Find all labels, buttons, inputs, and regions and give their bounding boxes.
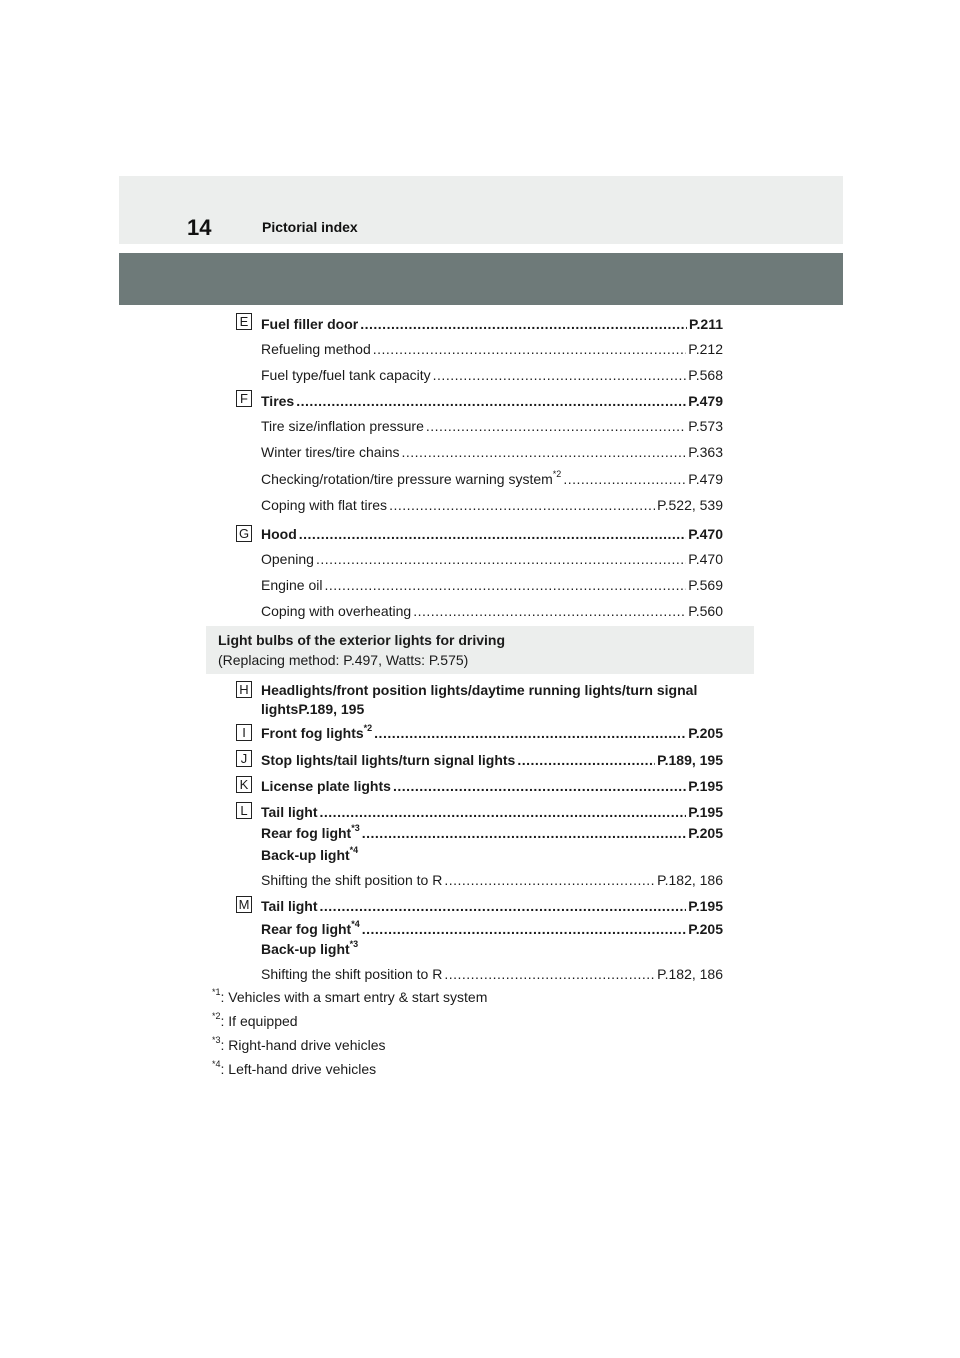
footnote-2 bbox=[212, 1012, 298, 1030]
page-ref[interactable]: P.470 bbox=[688, 526, 723, 542]
marker-f: F bbox=[236, 390, 252, 407]
page-number: 14 bbox=[187, 215, 212, 240]
section-title: Pictorial index bbox=[262, 219, 358, 235]
entry-fuel-type[interactable] bbox=[261, 364, 723, 384]
marker-m: M bbox=[236, 896, 252, 913]
entry-tail-light-m[interactable] bbox=[261, 895, 723, 915]
page-ref[interactable]: P.195 bbox=[688, 804, 723, 820]
entry-label: Shifting the shift position to R bbox=[261, 872, 443, 888]
entry-label: Coping with flat tires bbox=[261, 497, 388, 513]
page-ref[interactable]: P.189, 195 bbox=[657, 752, 723, 768]
page-ref[interactable]: P.568 bbox=[688, 367, 723, 383]
entry-label: Engine oil bbox=[261, 577, 323, 593]
page-ref[interactable]: P.205 bbox=[688, 921, 723, 937]
page-ref[interactable]: P.211 bbox=[688, 316, 723, 332]
page-ref[interactable]: P.479 bbox=[688, 393, 723, 409]
header-band bbox=[119, 253, 843, 305]
entry-label: Fuel filler door bbox=[261, 316, 359, 332]
footnote-text: : Left-hand drive vehicles bbox=[220, 1061, 377, 1077]
entry-tire-pressure-warning[interactable] bbox=[261, 468, 723, 488]
entry-fuel-filler-door[interactable] bbox=[261, 313, 723, 333]
entry-engine-oil[interactable] bbox=[261, 574, 723, 594]
entry-label: Hood bbox=[261, 526, 297, 542]
entry-shift-r-m[interactable] bbox=[261, 963, 723, 983]
entry-winter-tires[interactable] bbox=[261, 441, 723, 461]
entry-label: Stop lights/tail lights/turn signal lights bbox=[261, 752, 516, 768]
entry-tires[interactable] bbox=[261, 390, 723, 410]
page-ref[interactable]: P.195 bbox=[688, 898, 723, 914]
entry-label: Tail light bbox=[261, 804, 318, 820]
entry-shift-r-l[interactable] bbox=[261, 869, 723, 889]
page-ref[interactable]: P.205 bbox=[688, 825, 723, 841]
entry-label: Fuel type/fuel tank capacity bbox=[261, 367, 431, 383]
entry-backup-light-m bbox=[261, 940, 358, 958]
entry-front-fog-lights[interactable] bbox=[261, 722, 723, 742]
entry-label: Refueling method bbox=[261, 341, 371, 357]
footnote-mark: *3 bbox=[212, 1035, 221, 1046]
entry-label: Tires bbox=[261, 393, 295, 409]
entry-label: Rear fog light bbox=[261, 825, 352, 841]
marker-k: K bbox=[236, 776, 252, 793]
footnote-mark: *4 bbox=[212, 1059, 221, 1070]
footnote-text: : Vehicles with a smart entry & start system bbox=[220, 989, 488, 1005]
page-ref[interactable]: P.522, 539 bbox=[657, 497, 723, 513]
entry-refueling-method[interactable] bbox=[261, 338, 723, 358]
marker-l: L bbox=[236, 802, 252, 819]
marker-h: H bbox=[236, 681, 252, 698]
footnote-mark: *1 bbox=[212, 987, 221, 998]
entry-overheating[interactable] bbox=[261, 600, 723, 620]
marker-g: G bbox=[236, 525, 252, 542]
entry-tail-light-l[interactable] bbox=[261, 801, 723, 821]
page-ref[interactable]: P.182, 186 bbox=[657, 966, 723, 982]
footnote-ref: *4 bbox=[351, 919, 360, 930]
light-bulbs-subtitle: (Replacing method: P.497, Watts: P.575) bbox=[218, 652, 469, 668]
footnote-mark: *2 bbox=[212, 1011, 221, 1022]
entry-label: Back-up light bbox=[261, 847, 350, 863]
entry-label: Tire size/inflation pressure bbox=[261, 418, 424, 434]
footnote-ref: *2 bbox=[552, 469, 562, 480]
entry-rear-fog-light-m[interactable] bbox=[261, 918, 723, 938]
entry-backup-light-l bbox=[261, 846, 358, 864]
marker-j: J bbox=[236, 750, 252, 767]
footnote-1 bbox=[212, 988, 487, 1006]
page-ref[interactable]: P.560 bbox=[688, 603, 723, 619]
marker-i: I bbox=[236, 724, 252, 741]
page-ref[interactable]: P.573 bbox=[688, 418, 723, 434]
entry-label: Opening bbox=[261, 551, 314, 567]
footnote-4 bbox=[212, 1060, 376, 1078]
page-ref[interactable]: P.205 bbox=[688, 725, 723, 741]
page-ref[interactable]: P.212 bbox=[688, 341, 723, 357]
page-ref[interactable]: P.182, 186 bbox=[657, 872, 723, 888]
entry-headlights-line2[interactable]: lightsP.189, 195 bbox=[261, 701, 365, 717]
page-ref[interactable]: P.470 bbox=[688, 551, 723, 567]
entry-label: Checking/rotation/tire pressure warning system bbox=[261, 471, 553, 487]
footnote-ref: *4 bbox=[349, 845, 359, 856]
footnote-ref: *3 bbox=[349, 939, 359, 950]
entry-headlights-line1[interactable]: Headlights/front position lights/daytime running lights/turn signal bbox=[261, 682, 698, 698]
footnote-text: : If equipped bbox=[220, 1013, 298, 1029]
footnote-3 bbox=[212, 1036, 386, 1054]
entry-label: Shifting the shift position to R bbox=[261, 966, 443, 982]
page-ref[interactable]: P.479 bbox=[688, 471, 723, 487]
entry-flat-tires[interactable] bbox=[261, 494, 723, 514]
entry-label: License plate lights bbox=[261, 778, 391, 794]
entry-label: Back-up light bbox=[261, 941, 350, 957]
entry-label: Coping with overheating bbox=[261, 603, 412, 619]
footnote-text: : Right-hand drive vehicles bbox=[220, 1037, 386, 1053]
footnote-ref: *2 bbox=[363, 723, 373, 734]
light-bulbs-title: Light bulbs of the exterior lights for driving bbox=[218, 632, 505, 648]
entry-label: Front fog lights bbox=[261, 725, 364, 741]
page-ref[interactable]: P.363 bbox=[688, 444, 723, 460]
entry-tire-size[interactable] bbox=[261, 415, 723, 435]
entry-rear-fog-light-l[interactable] bbox=[261, 822, 723, 842]
entry-hood[interactable] bbox=[261, 523, 723, 543]
footnote-ref: *3 bbox=[351, 823, 360, 834]
entry-label: Rear fog light bbox=[261, 921, 352, 937]
entry-license-plate-lights[interactable] bbox=[261, 775, 723, 795]
entry-hood-opening[interactable] bbox=[261, 548, 723, 568]
entry-stop-tail-lights[interactable] bbox=[261, 749, 723, 769]
page-ref[interactable]: P.195 bbox=[688, 778, 723, 794]
entry-label: Winter tires/tire chains bbox=[261, 444, 400, 460]
marker-e: E bbox=[236, 313, 252, 330]
header-bar bbox=[119, 176, 843, 244]
entry-label: Tail light bbox=[261, 898, 318, 914]
page-ref[interactable]: P.569 bbox=[688, 577, 723, 593]
